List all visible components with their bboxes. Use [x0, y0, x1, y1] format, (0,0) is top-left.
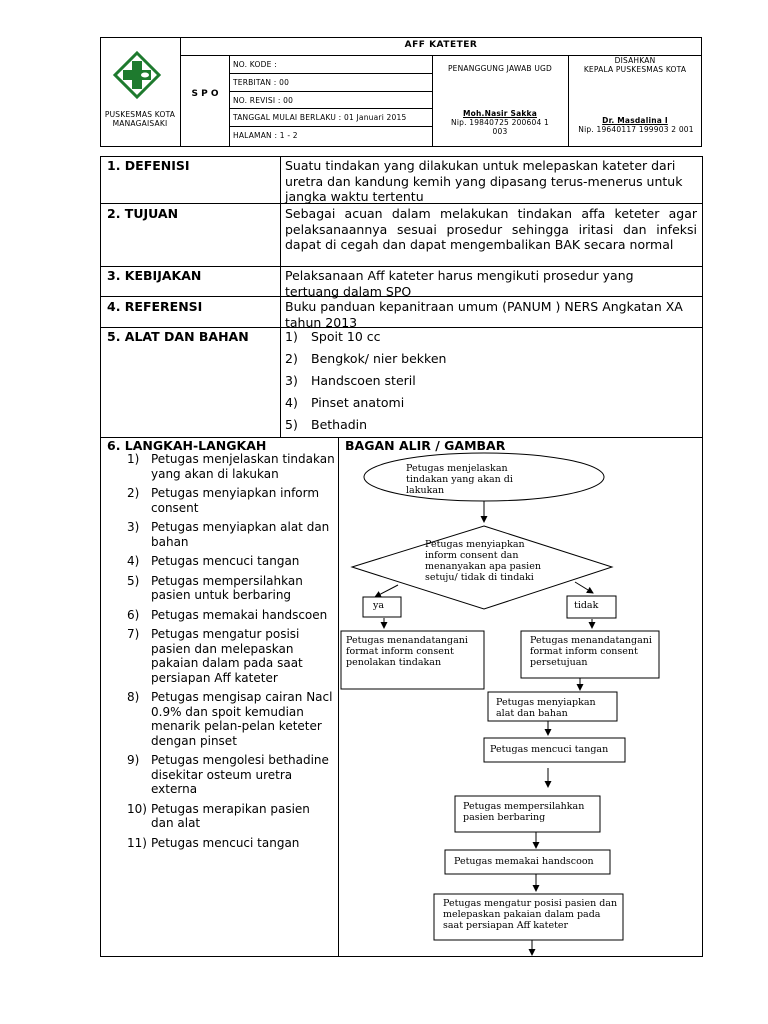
section-tujuan-text: Sebagai acuan dalam melakukan tindakan affa keteter agar pelaksanaannya sesuai prosedur sehingga iritasi dan infeksi dapat di cegah dan dapat mengembalikan BAK secara normal	[285, 206, 697, 252]
list-item: 4) Pinset anatomi	[285, 395, 405, 410]
field-no-kode: NO. KODE :	[233, 60, 277, 69]
list-item: 6) Petugas memakai handscoen	[127, 607, 328, 622]
section-defenisi-text: Suatu tindakan yang dilakukan untuk melepaskan kateter dari uretra dan kandung kemih yang dipasang terus-menerus untuk jangka waktu tertentu	[285, 158, 683, 204]
sah-title: KEPALA PUSKESMAS KOTA	[583, 65, 687, 74]
section-referensi-label: 4. REFERENSI	[107, 299, 203, 314]
sah-name: Dr. Masdalina I	[602, 116, 668, 125]
flow-ya: ya	[373, 600, 385, 611]
section-kebijakan-text: Pelaksanaan Aff kateter harus mengikuti prosedur yang tertuang dalam SPO	[285, 268, 634, 299]
flow-step-alat: Petugas menyiapkan alat dan bahan	[496, 697, 596, 719]
list-item: 10) Petugas merapikan pasien dan alat	[127, 801, 310, 830]
section-bagan-label: BAGAN ALIR / GAMBAR	[345, 438, 506, 453]
flow-right-box: Petugas menandatangani format inform consent persetujuan	[530, 635, 652, 668]
list-item: 3) Handscoen steril	[285, 373, 416, 388]
flow-step-berbaring: Petugas mempersilahkan pasien berbaring	[463, 801, 585, 823]
flow-left-box: Petugas menandatangani format inform consent penolakan tindakan	[346, 635, 468, 668]
pj-nip: Nip. 19840725 200604 1 003	[451, 118, 549, 136]
list-item: 1) Petugas menjelaskan tindakan yang akan di lakukan	[127, 452, 335, 481]
list-item: 5) Bethadin	[285, 417, 368, 432]
sah-label: DISAHKAN	[614, 56, 656, 65]
document-title: AFF KATETER	[404, 40, 478, 50]
institution-name: PUSKESMAS KOTA MANAGAISAKI	[104, 110, 176, 128]
list-item: 4) Petugas mencuci tangan	[127, 554, 300, 568]
flow-step-cuci: Petugas mencuci tangan	[490, 744, 609, 755]
flow-start: Petugas menjelaskan tindakan yang akan di lakukan	[406, 463, 513, 496]
flow-step-posisi: Petugas mengatur posisi pasien dan melepaskan pakaian dalam pada saat persiapan Aff kateter	[443, 898, 618, 931]
field-halaman: HALAMAN : 1 - 2	[233, 131, 298, 140]
section-langkah-label: 6. LANGKAH-LANGKAH	[107, 438, 267, 453]
section-defenisi-label: 1. DEFENISI	[107, 158, 190, 173]
list-item: 8) Petugas mengisap cairan Nacl 0.9% dan spoit kemudian menarik pelan-pelan keteter dengan pinset	[127, 690, 333, 748]
section-tujuan-label: 2. TUJUAN	[107, 206, 179, 221]
list-item: 7) Petugas mengatur posisi pasien dan melepaskan pakaian dalam pada saat persiapan Aff kateter	[127, 627, 303, 685]
section-referensi-text: Buku panduan kepanitraan umum (PANUM ) NERS Angkatan XA tahun 2013	[285, 299, 683, 330]
list-item: 1) Spoit 10 cc	[285, 329, 381, 344]
section-kebijakan-label: 3. KEBIJAKAN	[107, 268, 202, 283]
field-no-revisi: NO. REVISI : 00	[233, 96, 294, 105]
list-item: 3) Petugas menyiapkan alat dan bahan	[127, 520, 330, 549]
list-item: 5) Petugas mempersilahkan pasien untuk berbaring	[127, 573, 303, 602]
sah-nip: Nip. 19640117 199903 2 001	[578, 125, 694, 134]
flow-tidak: tidak	[574, 600, 599, 611]
list-item: 2) Bengkok/ nier bekken	[285, 351, 447, 366]
flow-step-handscoon: Petugas memakai handscoon	[454, 856, 594, 867]
field-terbitan: TERBITAN : 00	[233, 78, 290, 87]
section-alat-label: 5. ALAT DAN BAHAN	[107, 329, 249, 344]
spo-label: S P O	[191, 89, 219, 99]
list-item: 11) Petugas mencuci tangan	[127, 835, 300, 850]
list-item: 9) Petugas mengolesi bethadine disekitar osteum uretra externa	[127, 753, 329, 796]
list-item: 2) Petugas menyiapkan inform consent	[127, 486, 320, 515]
pj-name: Moh.Nasir Sakka	[463, 109, 537, 118]
flow-decision: Petugas menyiapkan inform consent dan menanyakan apa pasien setuju/ tidak di tindaki	[425, 539, 541, 583]
field-tanggal: TANGGAL MULAI BERLAKU : 01 Januari 2015	[233, 113, 407, 122]
pj-title: PENANGGUNG JAWAB UGD	[447, 64, 553, 73]
